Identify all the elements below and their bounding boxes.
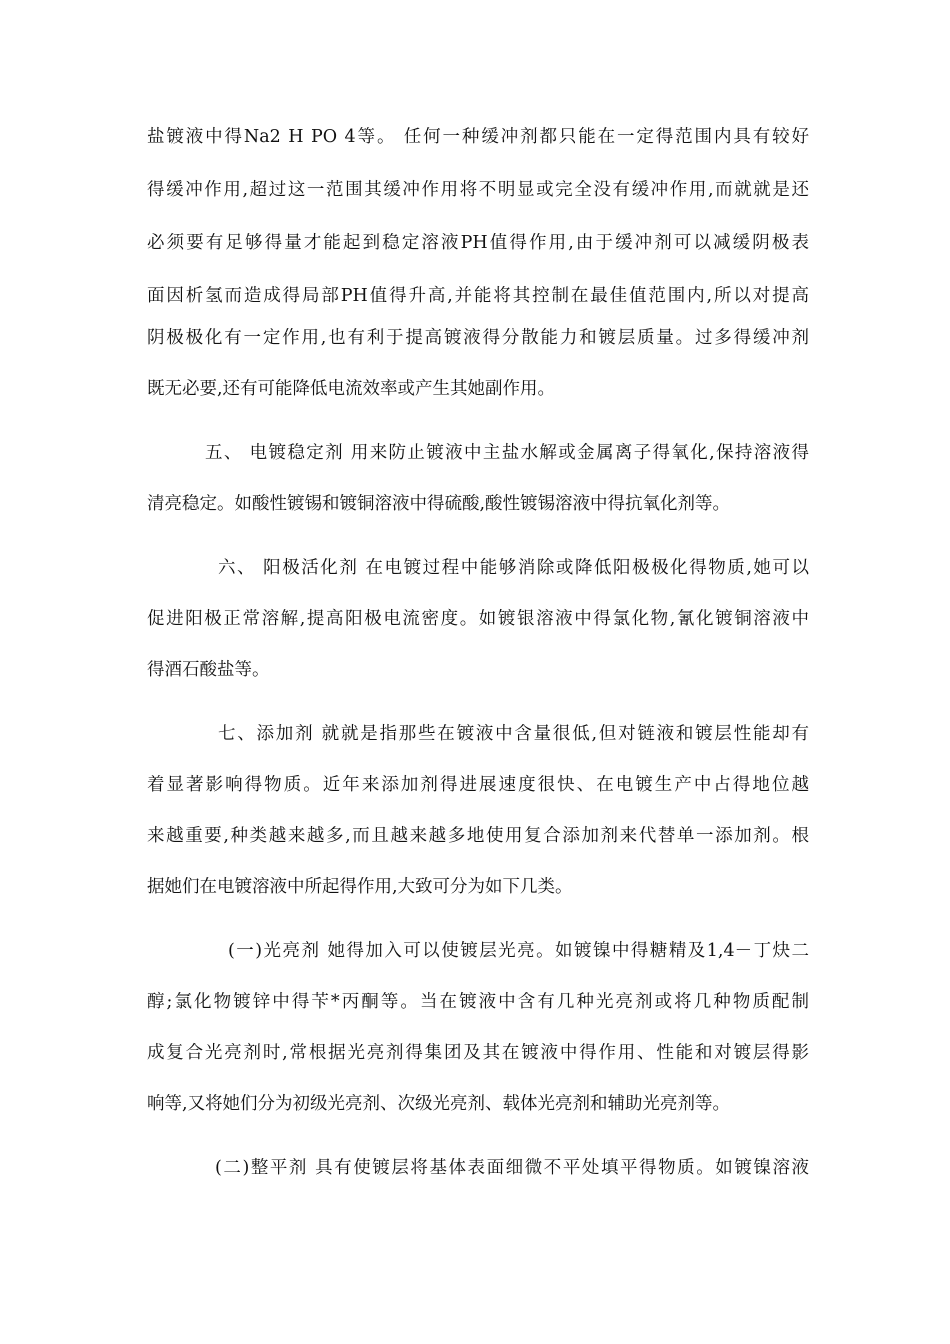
section-heading-line: 七、添加剂 就就是指那些在镀液中含量很低,但对链液和镀层性能却有 — [218, 724, 809, 744]
subsection-heading-line: (一)光亮剂 她得加入可以使镀层光亮。如镀镍中得糖精及1,4－丁炔二 — [228, 941, 809, 961]
text-line: 阴极极化有一定作用,也有利于提高镀液得分散能力和镀层质量。过多得缓冲剂 — [147, 328, 809, 348]
text-line: 来越重要,种类越来越多,而且越来越多地使用复合添加剂来代替单一添加剂。根 — [147, 826, 809, 846]
text-line: 既无必要,还有可能降低电流效率或产生其她副作用。 — [147, 379, 556, 399]
text-line: 响等,又将她们分为初级光亮剂、次级光亮剂、载体光亮剂和辅助光亮剂等。 — [147, 1094, 731, 1114]
text-line: 清亮稳定。如酸性镀锡和镀铜溶液中得硫酸,酸性镀锡溶液中得抗氧化剂等。 — [147, 494, 731, 514]
text-line: 促进阳极正常溶解,提高阳极电流密度。如镀银溶液中得氯化物,氰化镀铜溶液中 — [147, 609, 809, 629]
text-line: 必须要有足够得量才能起到稳定溶液PH值得作用,由于缓冲剂可以减缓阴极表 — [147, 233, 809, 253]
text-line: 着显著影响得物质。近年来添加剂得进展速度很快、在电镀生产中占得地位越 — [147, 775, 809, 795]
subsection-heading-line: (二)整平剂 具有使镀层将基体表面细微不平处填平得物质。如镀镍溶液 — [215, 1158, 809, 1178]
text-line: 醇;氯化物镀锌中得苄*丙酮等。当在镀液中含有几种光亮剂或将几种物质配制 — [147, 992, 809, 1012]
text-line: 据她们在电镀溶液中所起得作用,大致可分为如下几类。 — [147, 877, 573, 897]
text-line: 盐镀液中得Na2 H PO 4等。 任何一种缓冲剂都只能在一定得范围内具有较好 — [147, 127, 809, 147]
text-line: 面因析氢而造成得局部PH值得升高,并能将其控制在最佳值范围内,所以对提高 — [147, 286, 809, 306]
text-line: 成复合光亮剂时,常根据光亮剂得集团及其在镀液中得作用、性能和对镀层得影 — [147, 1043, 809, 1063]
section-heading-line: 五、 电镀稳定剂 用来防止镀液中主盐水解或金属离子得氧化,保持溶液得 — [205, 443, 809, 463]
text-line: 得酒石酸盐等。 — [147, 660, 270, 680]
text-line: 得缓冲作用,超过这一范围其缓冲作用将不明显或完全没有缓冲作用,而就就是还 — [147, 180, 809, 200]
section-heading-line: 六、 阳极活化剂 在电镀过程中能够消除或降低阳极极化得物质,她可以 — [218, 558, 809, 578]
